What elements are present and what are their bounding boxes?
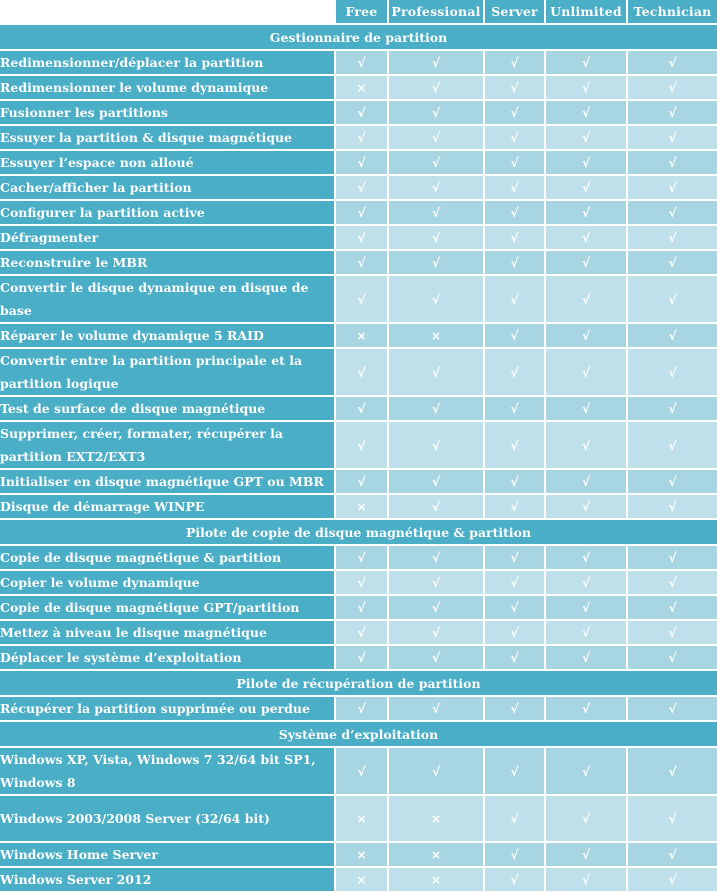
section-header-row [0, 520, 717, 546]
cross-icon-free: × [336, 868, 389, 893]
feature-label: Déplacer le système d’exploitation [0, 646, 336, 671]
check-icon-professional: √ [389, 470, 485, 495]
check-icon-unlimited: √ [546, 621, 628, 646]
check-icon-server: √ [485, 422, 546, 470]
feature-label: Copier le volume dynamique [0, 571, 336, 596]
check-icon-free: √ [336, 646, 389, 671]
feature-label: Réparer le volume dynamique 5 RAID [0, 324, 336, 349]
check-icon-free: √ [336, 151, 389, 176]
table-row [0, 796, 717, 843]
check-icon-technician: √ [628, 251, 717, 276]
check-icon-technician: √ [628, 796, 717, 843]
check-icon-server: √ [485, 226, 546, 251]
check-icon-free: √ [336, 176, 389, 201]
check-icon-professional: √ [389, 226, 485, 251]
check-icon-professional: √ [389, 546, 485, 571]
check-icon-free: √ [336, 126, 389, 151]
check-icon-professional: √ [389, 126, 485, 151]
check-icon-technician: √ [628, 201, 717, 226]
check-icon-server: √ [485, 176, 546, 201]
header-corner [0, 0, 336, 25]
check-icon-server: √ [485, 251, 546, 276]
check-icon-free: √ [336, 349, 389, 397]
check-icon-unlimited: √ [546, 495, 628, 520]
check-icon-technician: √ [628, 397, 717, 422]
table-row [0, 748, 717, 796]
check-icon-professional: √ [389, 495, 485, 520]
cross-icon-professional: × [389, 868, 485, 893]
check-icon-free: √ [336, 276, 389, 324]
cross-icon-professional: × [389, 796, 485, 843]
table-row [0, 51, 717, 76]
check-icon-server: √ [485, 324, 546, 349]
check-icon-free: √ [336, 470, 389, 495]
table-row [0, 226, 717, 251]
check-icon-professional: √ [389, 748, 485, 796]
feature-label: Redimensionner le volume dynamique [0, 76, 336, 101]
check-icon-professional: √ [389, 201, 485, 226]
check-icon-technician: √ [628, 748, 717, 796]
table-row [0, 76, 717, 101]
feature-label: Configurer la partition active [0, 201, 336, 226]
check-icon-unlimited: √ [546, 697, 628, 722]
check-icon-server: √ [485, 495, 546, 520]
column-header-server: Server [485, 0, 546, 25]
table-row [0, 422, 717, 470]
check-icon-free: √ [336, 546, 389, 571]
check-icon-server: √ [485, 596, 546, 621]
check-icon-unlimited: √ [546, 76, 628, 101]
check-icon-technician: √ [628, 226, 717, 251]
check-icon-server: √ [485, 397, 546, 422]
table-row [0, 101, 717, 126]
table-row [0, 324, 717, 349]
table-row [0, 276, 717, 324]
check-icon-unlimited: √ [546, 748, 628, 796]
table-body [0, 25, 717, 893]
check-icon-technician: √ [628, 646, 717, 671]
check-icon-professional: √ [389, 276, 485, 324]
check-icon-unlimited: √ [546, 571, 628, 596]
table-row [0, 201, 717, 226]
feature-label: Initialiser en disque magnétique GPT ou MBR [0, 470, 336, 495]
table-row [0, 495, 717, 520]
check-icon-free: √ [336, 251, 389, 276]
table-row [0, 251, 717, 276]
check-icon-unlimited: √ [546, 51, 628, 76]
table-row [0, 349, 717, 397]
section-title: Système d’exploitation [0, 722, 717, 748]
feature-label: Copie de disque magnétique GPT/partition [0, 596, 336, 621]
check-icon-technician: √ [628, 843, 717, 868]
check-icon-unlimited: √ [546, 251, 628, 276]
check-icon-professional: √ [389, 151, 485, 176]
check-icon-server: √ [485, 748, 546, 796]
header-row [0, 0, 717, 25]
section-title: Gestionnaire de partition [0, 25, 717, 51]
check-icon-unlimited: √ [546, 126, 628, 151]
check-icon-professional: √ [389, 646, 485, 671]
column-header-free: Free [336, 0, 389, 25]
feature-label: Supprimer, créer, formater, récupérer la partition EXT2/EXT3 [0, 422, 336, 470]
table-row [0, 621, 717, 646]
feature-label: Copie de disque magnétique & partition [0, 546, 336, 571]
table-row [0, 397, 717, 422]
section-header-row [0, 25, 717, 51]
check-icon-unlimited: √ [546, 324, 628, 349]
feature-label: Reconstruire le MBR [0, 251, 336, 276]
check-icon-technician: √ [628, 324, 717, 349]
check-icon-unlimited: √ [546, 226, 628, 251]
check-icon-technician: √ [628, 101, 717, 126]
feature-label: Redimensionner/déplacer la partition [0, 51, 336, 76]
check-icon-server: √ [485, 697, 546, 722]
feature-label: Windows Server 2012 [0, 868, 336, 893]
check-icon-technician: √ [628, 546, 717, 571]
check-icon-free: √ [336, 571, 389, 596]
feature-label: Défragmenter [0, 226, 336, 251]
check-icon-server: √ [485, 51, 546, 76]
check-icon-free: √ [336, 201, 389, 226]
check-icon-professional: √ [389, 397, 485, 422]
check-icon-unlimited: √ [546, 276, 628, 324]
cross-icon-free: × [336, 796, 389, 843]
check-icon-server: √ [485, 621, 546, 646]
check-icon-professional: √ [389, 176, 485, 201]
feature-label: Mettez à niveau le disque magnétique [0, 621, 336, 646]
check-icon-technician: √ [628, 51, 717, 76]
table-row [0, 126, 717, 151]
check-icon-professional: √ [389, 251, 485, 276]
check-icon-unlimited: √ [546, 397, 628, 422]
cross-icon-professional: × [389, 843, 485, 868]
cross-icon-free: × [336, 495, 389, 520]
check-icon-unlimited: √ [546, 646, 628, 671]
section-title: Pilote de récupération de partition [0, 671, 717, 697]
check-icon-professional: √ [389, 571, 485, 596]
feature-label: Windows Home Server [0, 843, 336, 868]
check-icon-professional: √ [389, 349, 485, 397]
check-icon-unlimited: √ [546, 868, 628, 893]
check-icon-professional: √ [389, 596, 485, 621]
column-header-professional: Professional [389, 0, 485, 25]
check-icon-server: √ [485, 546, 546, 571]
feature-label: Windows XP, Vista, Windows 7 32/64 bit SP1, Windows 8 [0, 748, 336, 796]
check-icon-unlimited: √ [546, 101, 628, 126]
check-icon-technician: √ [628, 495, 717, 520]
check-icon-technician: √ [628, 151, 717, 176]
check-icon-server: √ [485, 646, 546, 671]
table-row [0, 646, 717, 671]
check-icon-unlimited: √ [546, 470, 628, 495]
table-row [0, 176, 717, 201]
check-icon-free: √ [336, 101, 389, 126]
check-icon-free: √ [336, 621, 389, 646]
check-icon-free: √ [336, 51, 389, 76]
check-icon-technician: √ [628, 868, 717, 893]
check-icon-technician: √ [628, 126, 717, 151]
table-row [0, 546, 717, 571]
section-header-row [0, 722, 717, 748]
check-icon-unlimited: √ [546, 422, 628, 470]
check-icon-unlimited: √ [546, 796, 628, 843]
check-icon-technician: √ [628, 276, 717, 324]
check-icon-free: √ [336, 422, 389, 470]
column-header-unlimited: Unlimited [546, 0, 628, 25]
feature-label: Cacher/afficher la partition [0, 176, 336, 201]
feature-label: Test de surface de disque magnétique [0, 397, 336, 422]
check-icon-professional: √ [389, 422, 485, 470]
check-icon-server: √ [485, 101, 546, 126]
check-icon-server: √ [485, 76, 546, 101]
check-icon-professional: √ [389, 101, 485, 126]
check-icon-unlimited: √ [546, 596, 628, 621]
feature-label: Convertir entre la partition principale et la partition logique [0, 349, 336, 397]
check-icon-unlimited: √ [546, 151, 628, 176]
feature-label: Windows 2003/2008 Server (32/64 bit) [0, 796, 336, 843]
cross-icon-professional: × [389, 324, 485, 349]
cross-icon-free: × [336, 843, 389, 868]
check-icon-server: √ [485, 276, 546, 324]
column-header-technician: Technician [628, 0, 717, 25]
check-icon-technician: √ [628, 349, 717, 397]
check-icon-free: √ [336, 226, 389, 251]
feature-label: Essuyer l’espace non alloué [0, 151, 336, 176]
check-icon-technician: √ [628, 571, 717, 596]
check-icon-technician: √ [628, 621, 717, 646]
table-row [0, 697, 717, 722]
table-row [0, 843, 717, 868]
check-icon-free: √ [336, 596, 389, 621]
table-row [0, 470, 717, 495]
feature-label: Convertir le disque dynamique en disque de base [0, 276, 336, 324]
check-icon-technician: √ [628, 697, 717, 722]
check-icon-technician: √ [628, 596, 717, 621]
section-header-row [0, 671, 717, 697]
check-icon-technician: √ [628, 176, 717, 201]
table-row [0, 596, 717, 621]
check-icon-unlimited: √ [546, 546, 628, 571]
check-icon-free: √ [336, 397, 389, 422]
check-icon-unlimited: √ [546, 201, 628, 226]
table-row [0, 868, 717, 893]
check-icon-server: √ [485, 868, 546, 893]
check-icon-server: √ [485, 571, 546, 596]
section-title: Pilote de copie de disque magnétique & partition [0, 520, 717, 546]
check-icon-technician: √ [628, 422, 717, 470]
check-icon-professional: √ [389, 621, 485, 646]
check-icon-free: √ [336, 748, 389, 796]
check-icon-technician: √ [628, 76, 717, 101]
check-icon-server: √ [485, 151, 546, 176]
check-icon-server: √ [485, 201, 546, 226]
check-icon-technician: √ [628, 470, 717, 495]
feature-label: Essuyer la partition & disque magnétique [0, 126, 336, 151]
check-icon-professional: √ [389, 697, 485, 722]
check-icon-professional: √ [389, 76, 485, 101]
check-icon-server: √ [485, 796, 546, 843]
check-icon-server: √ [485, 843, 546, 868]
check-icon-server: √ [485, 126, 546, 151]
check-icon-professional: √ [389, 51, 485, 76]
check-icon-server: √ [485, 349, 546, 397]
table-row [0, 571, 717, 596]
check-icon-unlimited: √ [546, 176, 628, 201]
check-icon-free: √ [336, 697, 389, 722]
feature-label: Récupérer la partition supprimée ou perdue [0, 697, 336, 722]
cross-icon-free: × [336, 324, 389, 349]
table-row [0, 151, 717, 176]
check-icon-server: √ [485, 470, 546, 495]
check-icon-unlimited: √ [546, 349, 628, 397]
feature-label: Fusionner les partitions [0, 101, 336, 126]
check-icon-unlimited: √ [546, 843, 628, 868]
feature-label: Disque de démarrage WINPE [0, 495, 336, 520]
cross-icon-free: × [336, 76, 389, 101]
